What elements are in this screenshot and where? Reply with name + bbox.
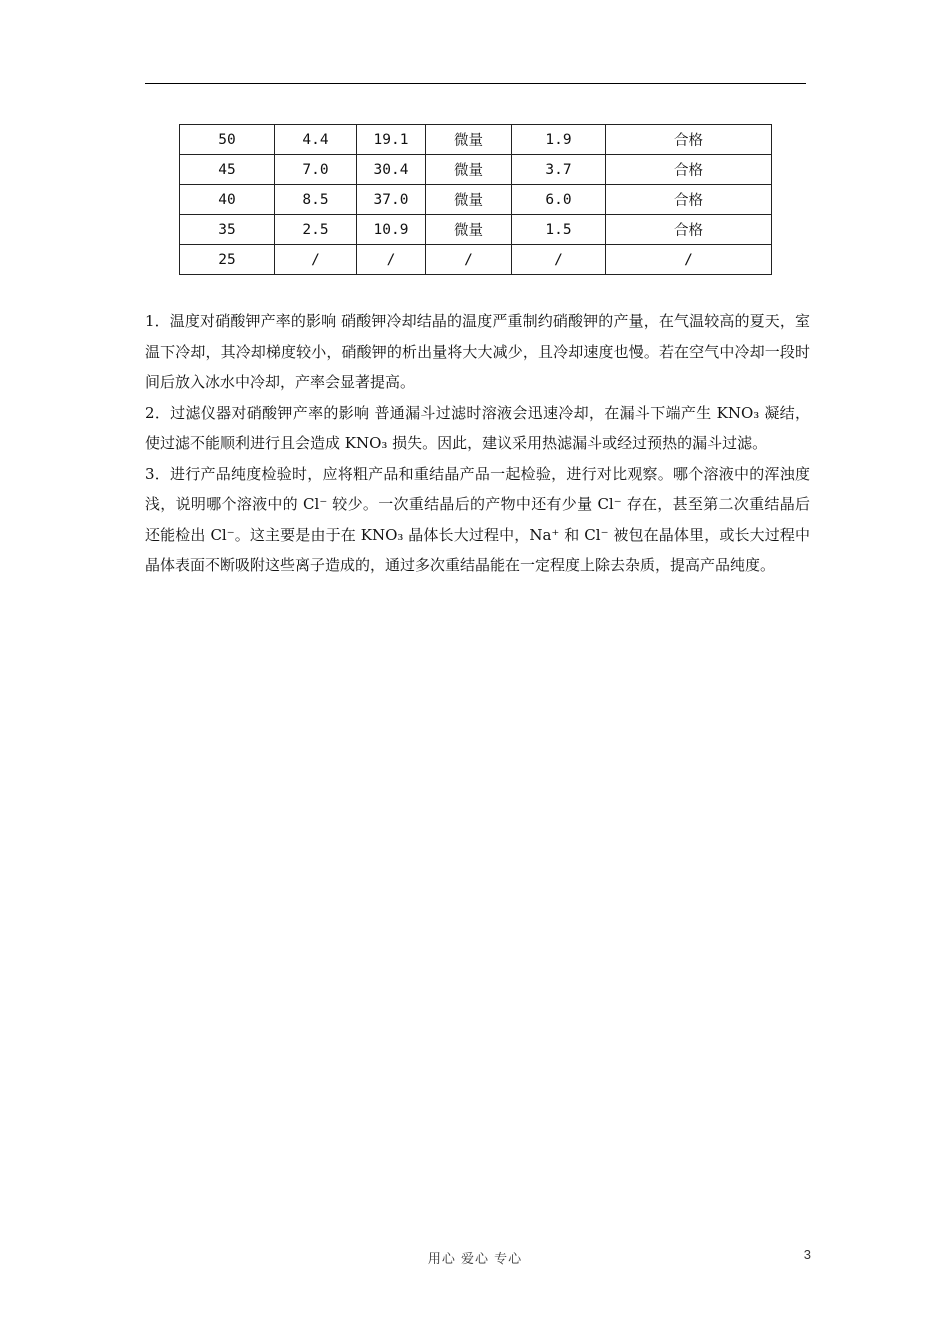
table-cell: / (512, 245, 606, 275)
table-cell: 合格 (606, 155, 772, 185)
footer-motto: 用心 爱心 专心 (427, 1252, 523, 1267)
table-cell: 2.5 (275, 215, 357, 245)
table-cell: 8.5 (275, 185, 357, 215)
table-cell: 19.1 (357, 125, 426, 155)
table-row (180, 215, 772, 245)
table-cell: 1.9 (512, 125, 606, 155)
table-cell: 7.0 (275, 155, 357, 185)
table-cell: 合格 (606, 185, 772, 215)
table-cell: 1.5 (512, 215, 606, 245)
results-table (179, 124, 772, 275)
table-cell: 35 (180, 215, 275, 245)
table-cell: 微量 (426, 215, 512, 245)
notes-section (145, 306, 810, 581)
table-row (180, 245, 772, 275)
table-cell: / (357, 245, 426, 275)
table-cell: 微量 (426, 125, 512, 155)
table-cell: / (606, 245, 772, 275)
header-rule (145, 83, 806, 84)
table-cell: 30.4 (357, 155, 426, 185)
table-cell: 微量 (426, 155, 512, 185)
page-number: 3 (803, 1247, 811, 1262)
table-cell: 10.9 (357, 215, 426, 245)
table-cell: / (426, 245, 512, 275)
table-cell: 合格 (606, 125, 772, 155)
table-cell: 4.4 (275, 125, 357, 155)
table-cell: 6.0 (512, 185, 606, 215)
table-cell: 3.7 (512, 155, 606, 185)
table-cell: 50 (180, 125, 275, 155)
table-cell: / (275, 245, 357, 275)
table-cell: 45 (180, 155, 275, 185)
note-paragraph-purity: 3．进行产品纯度检验时，应将粗产品和重结晶产品一起检验，进行对比观察。哪个溶液中的浑浊度浅，说明哪个溶液中的 Cl⁻ 较少。一次重结晶后的产物中还有少量 Cl⁻ 存在，甚至第二次重结晶后还能检出 Cl⁻。这主要是由于在 KNO₃ 晶体长大过程中，Na⁺ 和 Cl⁻ 被包在晶体里，或长大过程中晶体表面不断吸附这些离子造成的，通过多次重结晶能在一定程度上除去杂质，提高产品纯度。 (145, 464, 810, 574)
table-cell: 40 (180, 185, 275, 215)
table-row (180, 185, 772, 215)
table-row (180, 155, 772, 185)
table-cell: 37.0 (357, 185, 426, 215)
table-cell: 微量 (426, 185, 512, 215)
note-paragraph-filtration: 2．过滤仪器对硝酸钾产率的影响 普通漏斗过滤时溶液会迅速冷却，在漏斗下端产生 KNO₃ 凝结，使过滤不能顺利进行且会造成 KNO₃ 损失。因此，建议采用热滤漏斗或经过预热的漏斗过滤。 (145, 403, 810, 452)
table-cell: 25 (180, 245, 275, 275)
note-paragraph-temperature: 1．温度对硝酸钾产率的影响 硝酸钾冷却结晶的温度严重制约硝酸钾的产量，在气温较高的夏天，室温下冷却，其冷却梯度较小，硝酸钾的析出量将大大减少，且冷却速度也慢。若在空气中冷却一段时间后放入冰水中冷却，产率会显著提高。 (145, 312, 810, 391)
table-cell: 合格 (606, 215, 772, 245)
table-row (180, 125, 772, 155)
